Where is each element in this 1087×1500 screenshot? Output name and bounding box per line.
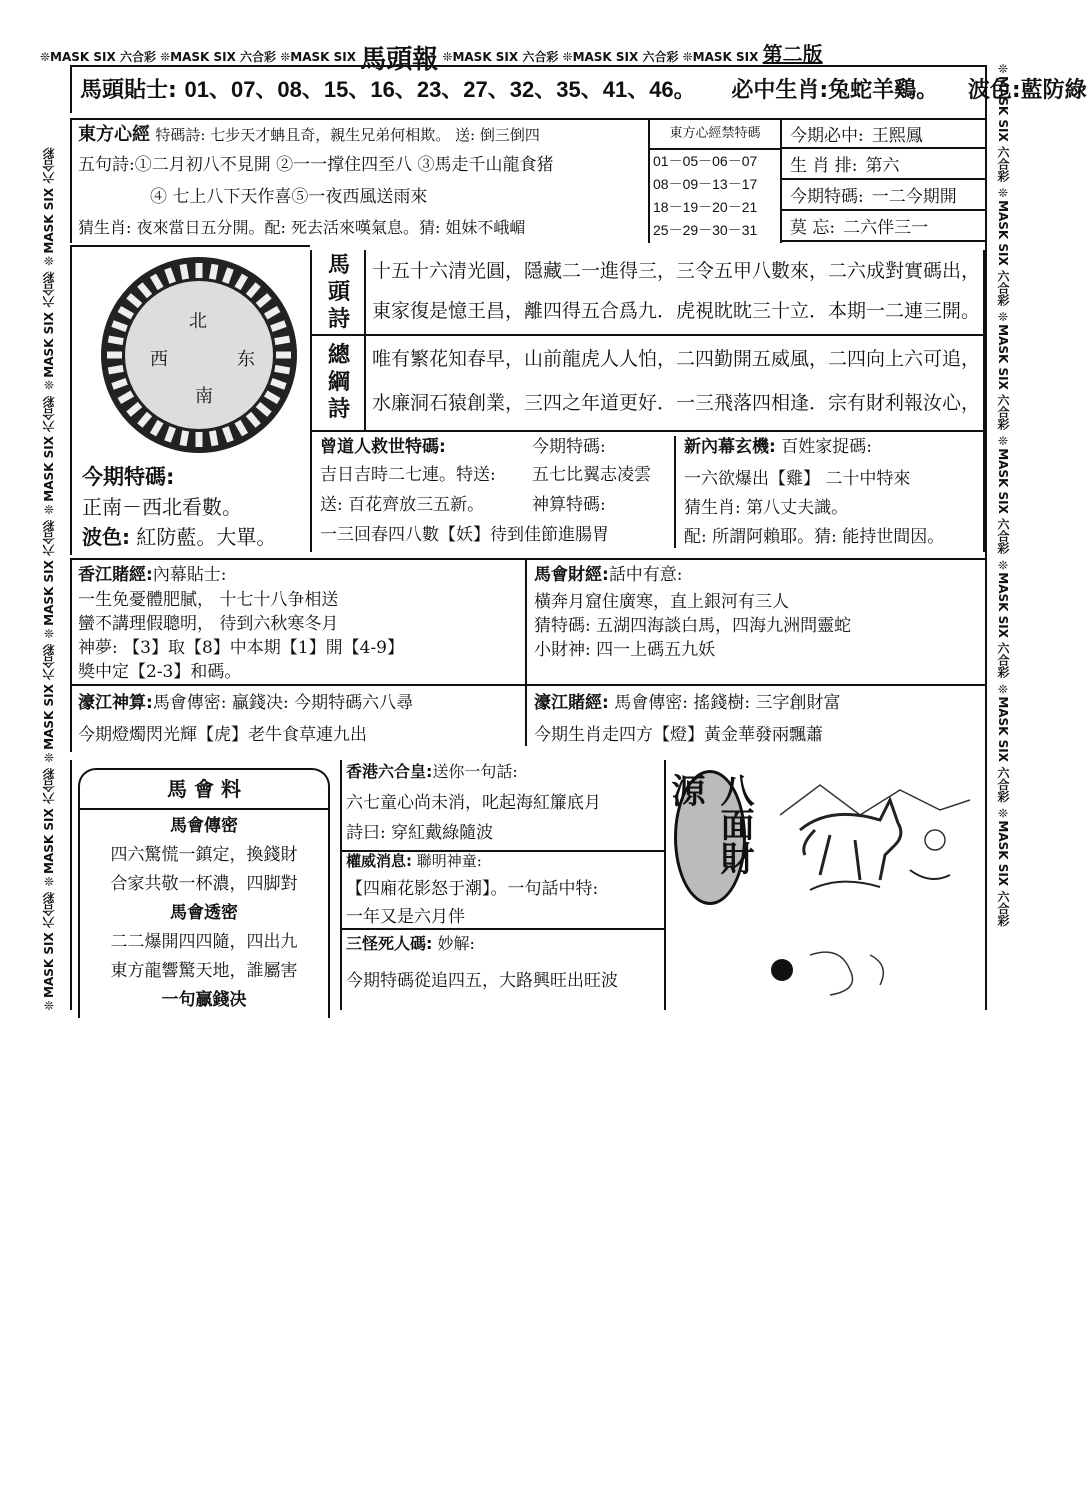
side-label: 生 肖 排: [790,156,858,176]
banned-row: 01－05－06－07 [653,153,758,169]
hk-l1: 六七童心尚未消，叱起海紅簾底月 [346,793,601,813]
side-value: 一二今期開 [871,187,957,207]
zeng-l4: 一三回春四八數【妖】待到佳節進腸胃 [320,525,609,545]
side-value: 王熙鳳 [871,126,923,146]
side-label: 莫 忘: [790,218,836,238]
banned-row: 08－09－13－17 [653,176,758,192]
banned-rows [650,150,780,242]
mahui-liao-l3: 二二爆開四四隨，四出九 [110,932,298,952]
compass-wheel-icon [94,253,304,458]
compass-tick [225,427,230,441]
horse-poem-line-1: 十五十六清光圓，隱藏二一進得三，三令五甲八數來，二六成對實碼出， [372,260,981,282]
side-row [782,180,985,211]
side-value: 二六伴三一 [843,218,929,238]
compass-tick [108,368,123,371]
side-row [782,118,985,149]
xin-l3: 配: 所謂阿賴耶。猜: 能持世間因。 [684,527,945,547]
xiangjiang-title: 香江賭經: [78,565,153,585]
five-label: 五句詩: [78,155,135,175]
special-wave-label: 波色: [82,525,130,549]
hk-sub: 送你一句話: [432,762,518,781]
haojiang2-sub: 馬會傳密: 搖錢樹: 三字創財富 [614,693,841,713]
masthead-title: 馬頭報 [360,45,439,75]
compass-tick [113,381,127,386]
banned-title: 東方心經禁特碼 [650,120,780,150]
text-line: 橫奔月窟住廣寒，直上銀河有三人 [534,592,789,612]
zeng-l3: 送: 百花齊放三五新。 [320,495,485,515]
edition-label: 第二版 [762,42,823,66]
side-table [782,118,985,243]
left-border-strip [40,62,62,1012]
strip-text: ❊MASK SIX 六合彩 ❊MASK SIX 六合彩 ❊MASK SIX 六合彩 ❊MASK SIX 六合彩 ❊MASK SIX 六合彩 ❊MASK SIX 六合彩 ❊MASK SIX 六合彩 [996,62,1010,927]
zeng-l2: 吉日吉時二七連。特送: [320,465,496,485]
haojiang1-title: 濠江神算: [78,693,153,713]
horse-poem-line-2: 東家復是憶王昌，離四得五合爲九．虎視眈眈三十立．本期一二連三開。 [372,300,981,322]
xiangjiang-lines [78,588,404,684]
east-section [70,118,648,243]
five-line-2: ④ 七上八下天作喜⑤一夜西風送雨來 [150,187,428,207]
mahui-liao-box [78,768,330,1018]
quanwei-title: 權威消息: [346,852,412,870]
poems-section [310,250,985,432]
compass-tick [168,269,173,283]
horse-poem-label: 馬頭詩 [327,253,350,332]
haojiang2-title: 濠江賭經: [534,693,609,713]
haojiang2-line: 今期生肖走四方【燈】黃金華發兩飄蕭 [534,725,823,745]
tips-bar [70,65,1087,113]
xiangjiang-sub: 內幕貼士: [152,565,227,585]
compass-tick [168,427,173,441]
mahui-sub: 話中有意: [608,565,683,585]
mahui-liao-l1: 四六驚慌一鎮定，換錢財 [110,845,298,865]
zeng-title: 曾道人救世特碼: [320,437,446,457]
mahui-liao-title: 馬 會 料 [80,770,328,810]
special-wave: 紅防藍。大單。 [136,525,277,549]
banned-row: 18－19－20－21 [653,199,758,215]
strip-text: ❊MASK SIX 六合彩 ❊MASK SIX 六合彩 ❊MASK SIX [442,50,763,64]
right-border-strip [990,62,1012,1012]
compass-tick [212,431,215,446]
xin-l1: 一六欲爆出【雞】 二十中特來 [684,469,911,489]
hk-l2: 詩曰: 穿紅戴綠隨波 [346,823,494,843]
strip-text: ❊MASK SIX 六合彩 ❊MASK SIX 六合彩 ❊MASK SIX 六合彩 ❊MASK SIX 六合彩 ❊MASK SIX 六合彩 ❊MASK SIX 六合彩 ❊MASK SIX 六合彩 [42,147,56,1012]
haojiang-section [70,686,985,752]
mahui-liao-h2: 馬會透密 [170,903,238,923]
haojiang1-line: 今期燈燭閃光輝【虎】老牛食草連九出 [78,725,367,745]
side-row [782,211,985,242]
banned-table [648,118,782,243]
special-text: 正南－西北看數。 [82,495,242,519]
compass-tick [113,324,127,329]
text-line: 猜特碼: 五湖四海談白馬，四海九洲問靈蛇 [534,616,852,636]
compass-tick [212,264,215,279]
zodiac-label: 必中生肖: [731,78,829,103]
text-line: 小財神: 四一上碼五九妖 [534,640,716,660]
bamian-caiyuan-badge [665,770,754,905]
zeng-xin-section [310,432,985,552]
mahui-title: 馬會財經: [534,565,609,585]
mahui-lines [534,590,851,662]
east-guess: 猜生肖: 夜來當日五分開。配: 死去活來嘆氣息。猜: 姐妹不峨嵋 [78,218,526,237]
xin-l2: 猜生肖: 第八丈夫識。 [684,498,849,518]
side-label: 今期必中: [790,126,864,146]
compass-tick [108,339,123,342]
special-title: 今期特碼: [82,465,175,489]
strip-text: ❊MASK SIX 六合彩 ❊MASK SIX 六合彩 ❊MASK SIX [40,50,361,64]
five-line-1: ①二月初八不見開 ②一一撑住四至八 ③馬走千山龍食猪 [134,155,554,175]
xiangjiang-mahui-section [70,558,985,686]
side-label: 今期特碼: [790,187,864,207]
wave-value: 藍防綠 [1020,78,1087,103]
zodiac-value: 兔蛇羊鷄。 [828,78,939,103]
zeng-r3: 神算特碼: [532,495,606,515]
master-poem-line-2: 水廉洞石猿創業，三四之年道更好．一三飛落四相逢．宗有財利報汝心， [372,392,981,414]
compass-tick [275,339,290,342]
text-line: 一生免憂體肥膩， 十七十八争相送 [78,590,339,610]
side-value: 第六 [865,156,900,176]
mahui-liao-l2: 合家共敬一杯濃，四脚對 [110,874,298,894]
tips-label: 馬頭貼士: [80,78,177,103]
quanwei-l2: 一年又是六月伴 [346,907,465,927]
compass-west: 西 [150,349,168,370]
side-row [782,149,985,180]
zeng-r1: 今期特碼: [532,437,606,457]
east-poem: 特碼詩: 七步天才蚺且奇，親生兄弟何相欺。 送: 倒三倒四 [155,126,540,144]
mahui-liao-l4: 東方龍響驚天地，誰屬害 [110,961,298,981]
middle-column [340,760,666,1010]
tips-numbers: 01、07、08、15、16、23、27、32、35、41、46。 [184,77,696,102]
xin-title: 新內幕玄機: [684,437,776,457]
master-poem-line-1: 唯有繁花知春早，山前龍虎人人怕，二四勤開五威風，二四向上六可追， [372,348,981,370]
compass-east: 东 [237,349,255,370]
bamian-text: 八面財源 [665,773,754,875]
mahui-liao-h1: 馬會傳密 [170,816,238,836]
compass-section [70,245,310,555]
compass-tick [275,368,290,371]
haojiang1-sub: 馬會傳密: 贏錢决: 今期特碼六八尋 [152,693,414,713]
masthead-strip [40,38,1012,75]
ox-illustration-icon [770,775,980,1005]
text-line: 獎中定【2-3】和碼。 [78,662,242,682]
xin-sub: 百姓家捉碼: [781,437,872,457]
sanguai-title: 三怪死人碼: [346,934,433,953]
quanwei-sub: 聯明神童: [416,852,482,870]
compass-tick [225,269,230,283]
banned-row: 25－29－30－31 [653,222,758,238]
sanguai-sub: 妙解: [437,934,475,953]
east-title: 東方心經 [78,124,150,145]
wave-label: 波色: [967,78,1021,103]
sanguai-l1: 今期特碼從追四五，大路興旺出旺波 [346,971,618,991]
compass-tick [271,381,285,386]
compass-south: 南 [195,386,213,407]
compass-tick [183,431,186,446]
master-poem-label: 總綱詩 [327,343,350,422]
text-line: 蠻不講理假聰明， 待到六秋寒冬月 [78,614,339,634]
mahui-liao-h3: 一句贏錢决 [161,990,247,1010]
compass-tick [183,264,186,279]
hk-title: 香港六合皇: [346,762,433,781]
zeng-r2: 五七比翼志凌雲 [532,465,651,485]
quanwei-l1: 【四廂花影怒于潮】。一句話中特: [346,879,599,899]
text-line: 神夢: 【3】取【8】中本期【1】開【4-9】 [78,638,404,658]
compass-north: 北 [189,311,207,332]
compass-tick [271,324,285,329]
